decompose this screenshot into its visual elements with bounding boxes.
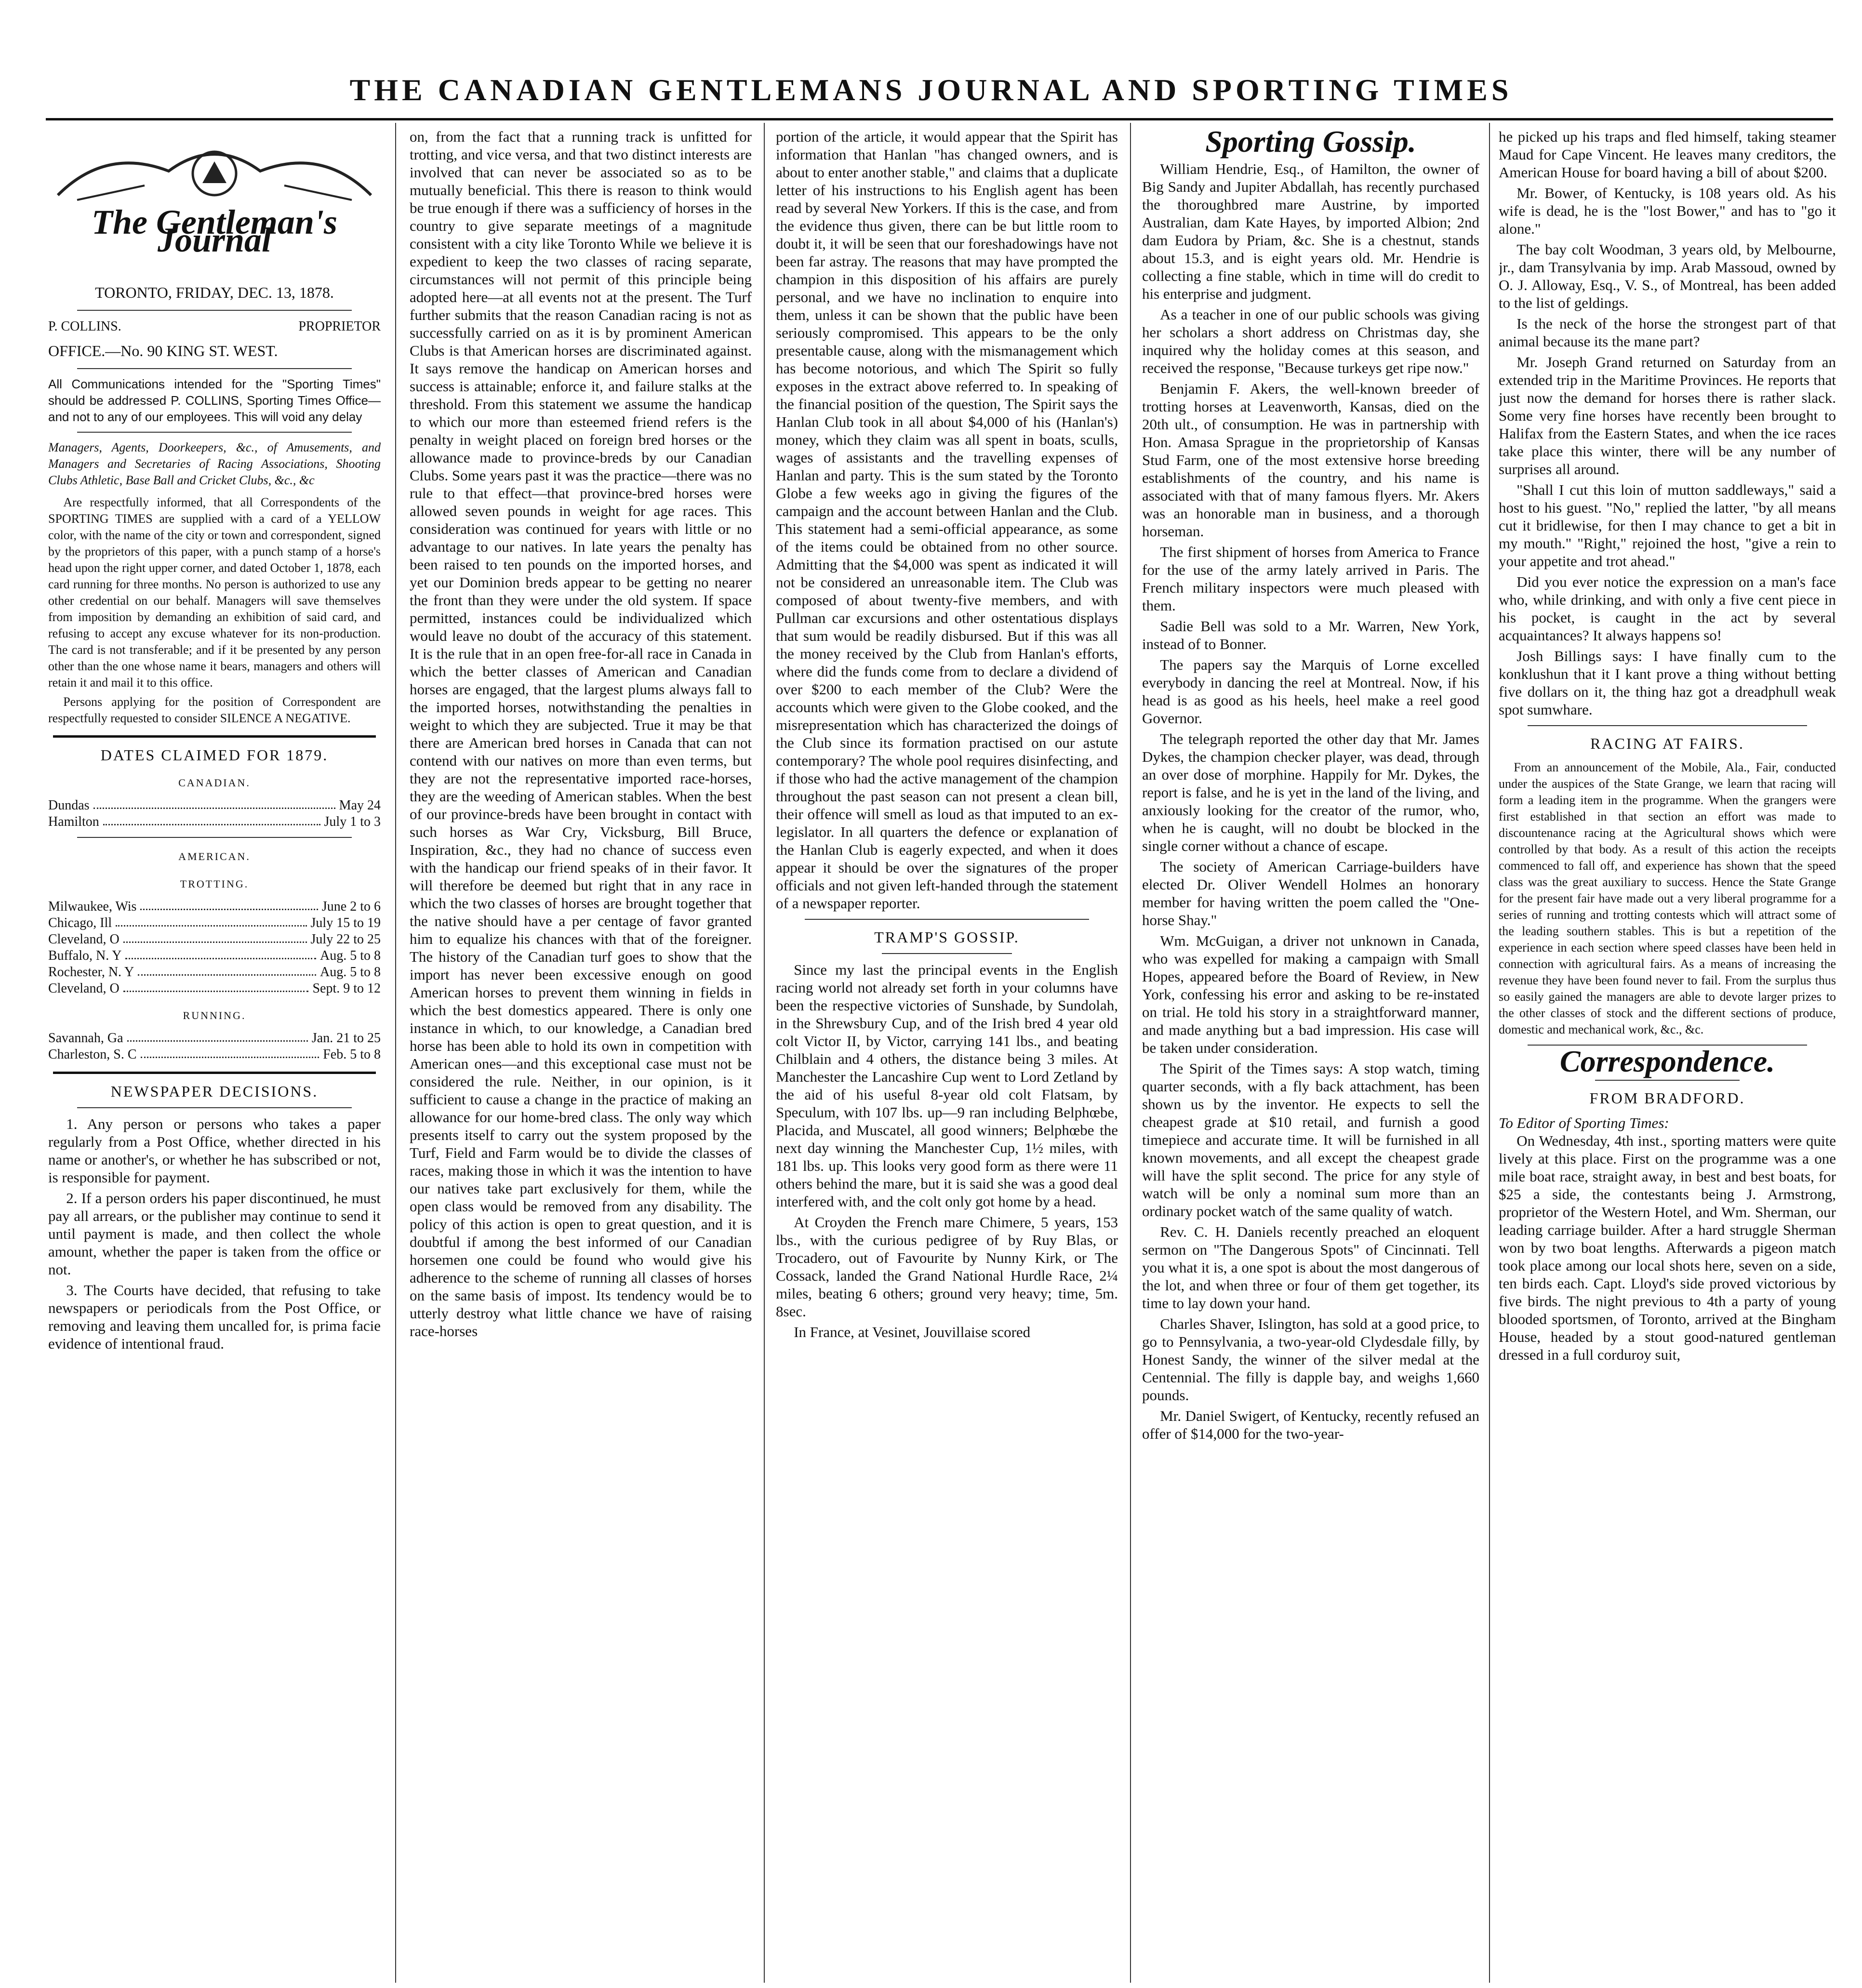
from-bradford-heading: FROM BRADFORD. bbox=[1589, 1089, 1745, 1107]
gossip-item: "Shall I cut this loin of mutton saddleways," said a host to his guest. "No," replied the latter, "by all means cut it bridlewise, for then I may chance to get a bit in my mouth." "Right," rejoined the host, "give a rein to your appetite and trot ahead." bbox=[1499, 481, 1836, 570]
decision-item: 2. If a person orders his paper discontinued, he must pay all arrears, or the publisher may continue to send it until payment is made, and then collect the whole amount, whether the paper is taken from the office or not. bbox=[48, 1190, 381, 1278]
divider bbox=[77, 368, 352, 369]
date-place: Dundas bbox=[48, 798, 90, 813]
column-3 bbox=[776, 128, 1118, 1978]
date-row bbox=[48, 1047, 381, 1063]
managers-text: Are respectfully informed, that all Correspondents of the SPORTING TIMES are supplied with a card of a YELLOW color, with the name of the city or town and correspondent, signed by the proprietors of this paper, with a punch stamp of a horse's head upon the right upper corner, and dated October 1, 1878, each card running for three months. No person is authorized to use any other credential on our behalf. Managers will save themselves from imposition by demanding an exhibition of said card, and refusing to accept any excuse whatever for its non-production. The card is not transferable; and if it be presented by any person other than the one whose name it bears, managers and others will retain it and mail it to this office. bbox=[48, 495, 381, 689]
date-row bbox=[48, 797, 381, 814]
divider bbox=[77, 432, 352, 433]
date-row bbox=[48, 948, 381, 964]
gossip-item: Josh Billings says: I have finally cum to the konklushun that it I kant prove a thing without betting five dollars on it, the thing haz got a dreadphull weak spot sumwhare. bbox=[1499, 648, 1836, 718]
article-text: on, from the fact that a running track is unfitted for trotting, and vice versa, and that two distinct interests are involved that can never be associated so as to be mutually beneficial. This there is reason to think would be true enough if there was a sufficiency of horses in the country to give separate meetings of a magnitude consistent with a city like Toronto While we believe it is expedient to keep the two classes of racing separate, circumstances will not permit of this principle being adopted here—at all events not at the present. The Turf further submits that the reason Canadian racing is not as successfully carried on as it is by prominent American Clubs is that American horses are discriminated against. It says remove the handicap on American horses and success is attainable; enforce it, and failure stalks at the threshold. From this statement we assume the handicap to which our more than esteemed friend refers is the penalty in weight placed on foreign bred horses or the allowance made to province-breds by our Canadian Clubs. Some years past it was the practice—there was no rule to that effect—that province-bred horses were allowed seven pounds in weight for age races. This consideration was continued for years with little or no advantage to our natives. In late years the penalty has been raised to ten pounds on the imported horses, and yet our Dominion breds appear to be getting no nearer the front than they were under the old system. If space permitted, instances could be individualized which would leave no doubt of the accuracy of this statement. It is the rule that in an open free-for-all race in Canada in which the better classes of American and Canadian horses are engaged, that the largest plums always fall to the imported horses, notwithstanding the penalties in weight to which they are subjected. True it may be that there are American bred horses in Canada that can not contend with our natives on more than even terms, but they are not the representative imported race-horses, they are the weeding of American stables. When the best of our province-breds have been brought in contact with such horses as War Cry, Vicksburg, Bill Bruce, Inspiration, &c., they had no chance of success even with the handicap our friend speaks of in their favor. It will therefore be deemed but right that in any race in which the two classes of horses are brought together that the native should have a per centage of favor granted him to equalize his chances with that of the foreigner. The history of the Canadian turf goes to show that the import has never been excessive enough on good American horses to prevent them winning in fields in which the best domestics appeared. There is only one instance in which, to our knowledge, a Canadian bred horse has been able to hold its own in competition with American ones—and this exceptional case must not be considered the rule. Neither, in our opinion, is it sufficient to cause a change in the practice of making an allowance for our home-bred class. The only way which presents itself to carry out the system proposed by the Turf, Field and Farm would be to divide the classes of races, making those in which it was the intention to have our natives take part exclusively for them, while the open class would be removed from any disability. The policy of this action is open to great question, and it is doubtful if among the best informed of our Canadian horsemen one could be found who would give his adherence to the scheme of running all classes of horses on the same basis of impost. Its tendency would be to utterly destroy what little chance we have of raising race-horses bbox=[410, 128, 752, 1339]
correspondence-heading: Correspondence. bbox=[1559, 1044, 1775, 1078]
column-divider bbox=[1130, 123, 1131, 1983]
journal-logo bbox=[48, 137, 381, 267]
date-place: Rochester, N. Y bbox=[48, 965, 134, 980]
date-range: Aug. 5 to 8 bbox=[320, 965, 381, 980]
date-row bbox=[48, 1030, 381, 1047]
date-row bbox=[48, 915, 381, 931]
tramps-gossip-heading: TRAMP'S GOSSIP. bbox=[874, 928, 1020, 946]
article-text: In France, at Vesinet, Jouvillaise scored bbox=[794, 1324, 1031, 1340]
decision-item: 3. The Courts have decided, that refusing to take newspapers or periodicals from the Post Office, or removing and leaving them uncalled for, is prima facie evidence of intentional fraud. bbox=[48, 1282, 381, 1352]
date-place: Buffalo, N. Y bbox=[48, 948, 122, 963]
divider bbox=[77, 837, 352, 838]
date-row bbox=[48, 964, 381, 981]
gossip-item: Is the neck of the horse the strongest part of that animal because its the mane part? bbox=[1499, 315, 1836, 350]
divider bbox=[77, 310, 352, 311]
column-4 bbox=[1142, 128, 1479, 1978]
masthead-rule bbox=[46, 118, 1833, 120]
gossip-item: Sadie Bell was sold to a Mr. Warren, New York, instead of to Bonner. bbox=[1142, 618, 1479, 652]
leader-dots bbox=[93, 797, 335, 809]
date-place: Charleston, S. C bbox=[48, 1047, 137, 1062]
date-range: Aug. 5 to 8 bbox=[320, 948, 381, 963]
leader-dots bbox=[123, 931, 307, 943]
gossip-item: he picked up his traps and fled himself, taking steamer Maud for Cape Vincent. He leaves many creditors, the American House for board having a bill of about $200. bbox=[1499, 128, 1836, 181]
gossip-item: William Hendrie, Esq., of Hamilton, the owner of Big Sandy and Jupiter Abdallah, has recently purchased the thoroughbred mare Austrine, by imported Australian, dam Kate Hayes, by imported Albion; 2nd dam Eudora by Priam, &c. She is a chestnut, stands about 15.3, and is eight years old. Mr. Hendrie is collecting a fine stable, which in time will do credit to his enterprise and judgment. bbox=[1142, 160, 1479, 302]
leader-dots bbox=[123, 981, 309, 992]
divider bbox=[805, 919, 1089, 920]
date-range: June 2 to 6 bbox=[321, 899, 381, 914]
divider bbox=[53, 1072, 376, 1074]
gossip-item: The papers say the Marquis of Lorne excelled everybody in dancing the reel at Montreal. Now, if his head is as good as his heels, heel make a reel good Governor. bbox=[1142, 656, 1479, 727]
journal-title: The Gentleman's Journal bbox=[91, 203, 337, 259]
decision-item: 1. Any person or persons who takes a paper regularly from a Post Office, whether directed in his name or another's, or whether he has subscribed or not, is responsible for payment. bbox=[48, 1115, 381, 1186]
date-place: Hamilton bbox=[48, 814, 99, 829]
proprietor-line bbox=[48, 318, 381, 335]
leader-dots bbox=[138, 964, 316, 976]
date-range: May 24 bbox=[339, 798, 381, 813]
date-row bbox=[48, 814, 381, 830]
date-place: Milwaukee, Wis bbox=[48, 899, 137, 914]
date-row bbox=[48, 931, 381, 948]
proprietor-label: PROPRIETOR bbox=[298, 319, 381, 334]
leader-dots bbox=[141, 1047, 319, 1058]
date-place: Cleveland, O bbox=[48, 981, 120, 996]
date-row bbox=[48, 981, 381, 997]
divider bbox=[1528, 725, 1807, 726]
leader-dots bbox=[127, 1030, 308, 1042]
column-1 bbox=[48, 128, 381, 1978]
date-row bbox=[48, 899, 381, 915]
gossip-item: The Spirit of the Times says: A stop watch, timing quarter seconds, with a fly back attachment, has been shown us by the inventor. He expects to sell the cheapest grade at $10 retail, and furnish a good timepiece and accurate time. It will be furnished in all known movements, and all except the cheapest grade will have the split second. The price for any style of watch will be only a nominal sum more than an ordinary pocket watch of the same quality of watch. bbox=[1142, 1060, 1479, 1219]
racing-at-fairs-heading: RACING AT FAIRS. bbox=[1590, 735, 1744, 752]
running-dates bbox=[48, 1030, 381, 1063]
gossip-item: Charles Shaver, Islington, has sold at a good price, to go to Pennsylvania, a two-year-old Clydesdale filly, by Honest Sandy, the winner of the silver medal at the Centennial. The filly is dapple bay, and weighs 1,660 pounds. bbox=[1142, 1315, 1479, 1404]
to-editor-line: To Editor of Sporting Times: bbox=[1499, 1114, 1669, 1131]
column-divider bbox=[395, 123, 396, 1983]
date-range: Feb. 5 to 8 bbox=[323, 1047, 381, 1062]
canadian-dates bbox=[48, 797, 381, 830]
date-place: Chicago, Ill bbox=[48, 915, 112, 930]
gossip-item: As a teacher in one of our public schools was giving her scholars a short address on Christmas day, she inquired why the holiday comes at this season, and received the response, "Because turkeys get ripe now." bbox=[1142, 306, 1479, 376]
date-range: July 22 to 25 bbox=[310, 932, 381, 947]
date-range: July 15 to 19 bbox=[310, 915, 381, 930]
leader-dots bbox=[116, 915, 306, 927]
leader-dots bbox=[103, 814, 320, 825]
gossip-item: Mr. Daniel Swigert, of Kentucky, recently refused an offer of $14,000 for the two-year- bbox=[1142, 1407, 1479, 1442]
article-text: At Croyden the French mare Chimere, 5 years, 153 lbs., with the curious pedigree of by Ruy Blas, or Trocadero, out of Favourite by Nunny Kirk, or The Cossack, landed the Grand National Hurdle Race, 2¼ miles, beating 6 others; ground very heavy; time, 5m. 8sec. bbox=[776, 1214, 1118, 1320]
column-divider bbox=[764, 123, 765, 1983]
canadian-label: CANADIAN. bbox=[178, 777, 251, 789]
crest-icon bbox=[48, 137, 381, 210]
date-place: Cleveland, O bbox=[48, 932, 120, 947]
gossip-item: Mr. Joseph Grand returned on Saturday from an extended trip in the Maritime Provinces. He reports that just now the demand for horses there is rather slack. Some very fine horses have recently been brought to Halifax from the Eastern States, and when the ice races take place this winter, there will be any number of surprises all around. bbox=[1499, 354, 1836, 477]
column-5 bbox=[1499, 128, 1836, 1978]
date-range: Jan. 21 to 25 bbox=[311, 1031, 381, 1046]
leader-dots bbox=[140, 899, 318, 910]
trotting-label: TROTTING. bbox=[180, 878, 249, 890]
leader-dots bbox=[125, 948, 316, 959]
article-text: portion of the article, it would appear that the Spirit has information that Hanlan "has changed owners, and is about to enter another stable," and claims that a duplicate letter of his instructions to his English agent has been read by several New Yorkers. If this is the case, and from the evidence thus given, there can be but little room to doubt it, it will be seen that our foreshadowings have not been far astray. The reasons that may have prompted the champion in this disposition of his affairs are purely personal, and we have no inclination to enquire into them, unless it can be shown that the public have been seriously compromised. This appears to be the only presentable cause, along with the mismanagement which has become notorious, and which The Spirit so fully exposes in the extract above referred to. In speaking of the financial position of the question, The Spirit says the Hanlan Club took in all about $4,000 of his (Hanlan's) money, which they claim was all spent in boats, sculls, wages of assistants and the travelling expenses of Hanlan and party. This is the sum stated by the Toronto Globe a few weeks ago in giving the figures of the campaign and the account between Hanlan and the Club. This statement had a semi-official appearance, as some of the items could be obtained from no other source. Admitting that the $4,000 was spent as indicated it will not be considered an unreasonable item. The Club was composed of about twenty-five members, and with Pullman car excursions and other ostentatious displays that sum would be readily disbursed. But if this was all the money received by the Club from Hanlan's efforts, where did the funds come from to declare a dividend of over $200 to each member of the Club? Were the accounts which were given to the Globe cooked, and the misrepresentation which has characterized the doings of the Club since its formation practised on our astute contemporary? The whole pool requires disinfecting, and if those who had the active management of the champion throughout the past season can not present a clean bill, their offence will smell as loud as that imputed to an ex-legislator. In all quarters the defence or explanation of the Hanlan Club is eagerly expected, and when it does appear it should be over the signatures of the proper officials and not given left-handed through the statement of a newspaper reporter. bbox=[776, 128, 1118, 912]
gossip-item: The society of American Carriage-builders have elected Dr. Oliver Wendell Holmes an honorary member for having written the poem called the "One-horse Shay." bbox=[1142, 858, 1479, 928]
office-address: OFFICE.—No. 90 KING ST. WEST. bbox=[48, 342, 278, 359]
decisions-heading: NEWSPAPER DECISIONS. bbox=[110, 1083, 319, 1100]
column-2 bbox=[410, 128, 752, 1978]
dates-heading: DATES CLAIMED FOR 1879. bbox=[100, 746, 329, 764]
masthead: THE CANADIAN GENTLEMANS JOURNAL AND SPORTING TIMES bbox=[349, 73, 1513, 107]
persons-text: Persons applying for the position of Correspondent are respectfully requested to consider SILENCE A NEGATIVE. bbox=[48, 695, 381, 725]
gossip-item: Rev. C. H. Daniels recently preached an eloquent sermon on "The Dangerous Spots" of Cincinnati. Tell you what it is, a one spot is about the most dangerous of the lot, and when three or four of them get together, its time to lay down your hand. bbox=[1142, 1223, 1479, 1312]
sporting-gossip-heading: Sporting Gossip. bbox=[1205, 128, 1416, 159]
date-range: Sept. 9 to 12 bbox=[312, 981, 381, 996]
gossip-item: Mr. Bower, of Kentucky, is 108 years old. As his wife is dead, he is the "lost Bower," and has to "go it alone." bbox=[1499, 185, 1836, 237]
gossip-item: Did you ever notice the expression on a man's face who, while drinking, and with only a five cent piece in his pocket, is caught in the act by several acquaintances? It always happens so! bbox=[1499, 573, 1836, 644]
proprietor-name: P. COLLINS. bbox=[48, 319, 121, 334]
article-text: On Wednesday, 4th inst., sporting matters were quite lively at this place. First on the programme was a one mile boat race, straight away, in best and best boats, for $25 a side, the contestants being J. Armstrong, proprietor of the Western Hotel, and Wm. Sherman, our leading carriage builder. After a hard struggle Sherman won by two boat lengths. Afterwards a pigeon match took place among our local shots here, seven on a side, ten birds each. Capt. Lloyd's side proved victorious by five birds. The night previous to 4th a party of young blooded sportsmen, of Toronto, arrived at the Bingham House, headed by a stout good-natured gentleman dressed in a full corduroy suit, bbox=[1499, 1132, 1836, 1363]
gossip-item: The first shipment of horses from America to France for the use of the army lately arrived in Paris. The French military inspectors were much pleased with them. bbox=[1142, 543, 1479, 614]
date-range: July 1 to 3 bbox=[324, 814, 381, 829]
trotting-dates bbox=[48, 899, 381, 997]
article-text: From an announcement of the Mobile, Ala., Fair, conducted under the auspices of the State Grange, we learn that racing will form a leading item in the programme. When the grangers were first established in that section an effort was made to discountenance racing at the Agricultural shows which were controlled by that body. As a result of this action the receipts commenced to fall off, and experience has shown that the speed class was the great auxiliary to success. Hence the State Grange for the present fair have made out a very liberal programme for a series of running and trotting contests which will attract some of the leading southern stables. This is but a repetition of the experience in each section where speed classes have been held in connection with agricultural fairs. As a means of increasing the revenue they have been found never to fail. From the surplus thus so easily gained the managers are able to devote larger prizes to the other classes of stock and the different sections of produce, domestic and mechanical work, &c., &c. bbox=[1499, 760, 1836, 1036]
divider bbox=[77, 1107, 352, 1108]
article-text: Since my last the principal events in the English racing world not already set forth in your columns have been the respective victories of Sunshade, by Sundolah, in the Shrewsbury Cup, and of the Irish bred 4 year old colt Victor II, by Victor, carrying 141 lbs., and beating Chilblain and 4 others, the distance being 3 miles. At Manchester the Lancashire Cup went to Lord Zetland by the aid of his useful 8-year old colt Flatsam, by Speculum, with 107 lbs. up—9 ran including Belphœbe, Placida, and Muscatel, all good winners; Belphœbe the next day winning the Manchester Cup, 1½ miles, with 181 lbs. up. This looks very good form as there were 11 others behind the mare, but it is said she was a good deal interfered with, and the colt only got home by a head. bbox=[776, 961, 1118, 1210]
running-label: RUNNING. bbox=[183, 1009, 246, 1021]
gossip-item: The telegraph reported the other day that Mr. James Dykes, the champion checker player, was dead, through an over dose of morphine. Happily for Mr. Dykes, the report is false, and he is yet in the land of the living, and anxiously looking for the creator of the rumor, who, when he is caught, will no doubt be blocked in the single corner without a chance of escape. bbox=[1142, 730, 1479, 854]
column-divider bbox=[1489, 123, 1490, 1983]
gossip-item: The bay colt Woodman, 3 years old, by Melbourne, jr., dam Transylvania by imp. Arab Massoud, owned by O. J. Alloway, Esq., V. S., of Montreal, has been added to the list of geldings. bbox=[1499, 241, 1836, 311]
managers-heading: Managers, Agents, Doorkeepers, &c., of Amusements, and Managers and Secretaries of Racing Associations, Shooting Clubs Athletic, Base Ball and Cricket Clubs, &c., &c bbox=[48, 440, 381, 487]
dateline: TORONTO, FRIDAY, DEC. 13, 1878. bbox=[95, 284, 334, 301]
divider bbox=[1595, 1080, 1740, 1081]
american-label: AMERICAN. bbox=[178, 850, 251, 862]
gossip-item: Benjamin F. Akers, the well-known breeder of trotting horses at Leavenworth, Kansas, died on the 20th ult., of consumption. He was in partnership with Hon. Amasa Sprague in the proprietorship of Kansas Stud Farm, one of the most extensive horse breeding establishments of the country, and his name is associated with that of many famous flyers. Mr. Akers was an honorable man in business, and a thorough horseman. bbox=[1142, 380, 1479, 540]
communications-notice: All Communications intended for the "Sporting Times" should be addressed P. COLLINS, Sporting Times Office—and not to any of our employees. This will void any delay bbox=[48, 377, 381, 424]
divider bbox=[53, 735, 376, 738]
divider bbox=[882, 953, 1012, 954]
gossip-item: Wm. McGuigan, a driver not unknown in Canada, who was expelled for making a campaign with Small Hopes, appeared before the Board of Review, in New York, confessing his error and asking to be re-instated on trial. He told his story in a straightforward manner, and made anything but a bad impression. His case will be taken under consideration. bbox=[1142, 932, 1479, 1056]
date-place: Savannah, Ga bbox=[48, 1031, 123, 1046]
